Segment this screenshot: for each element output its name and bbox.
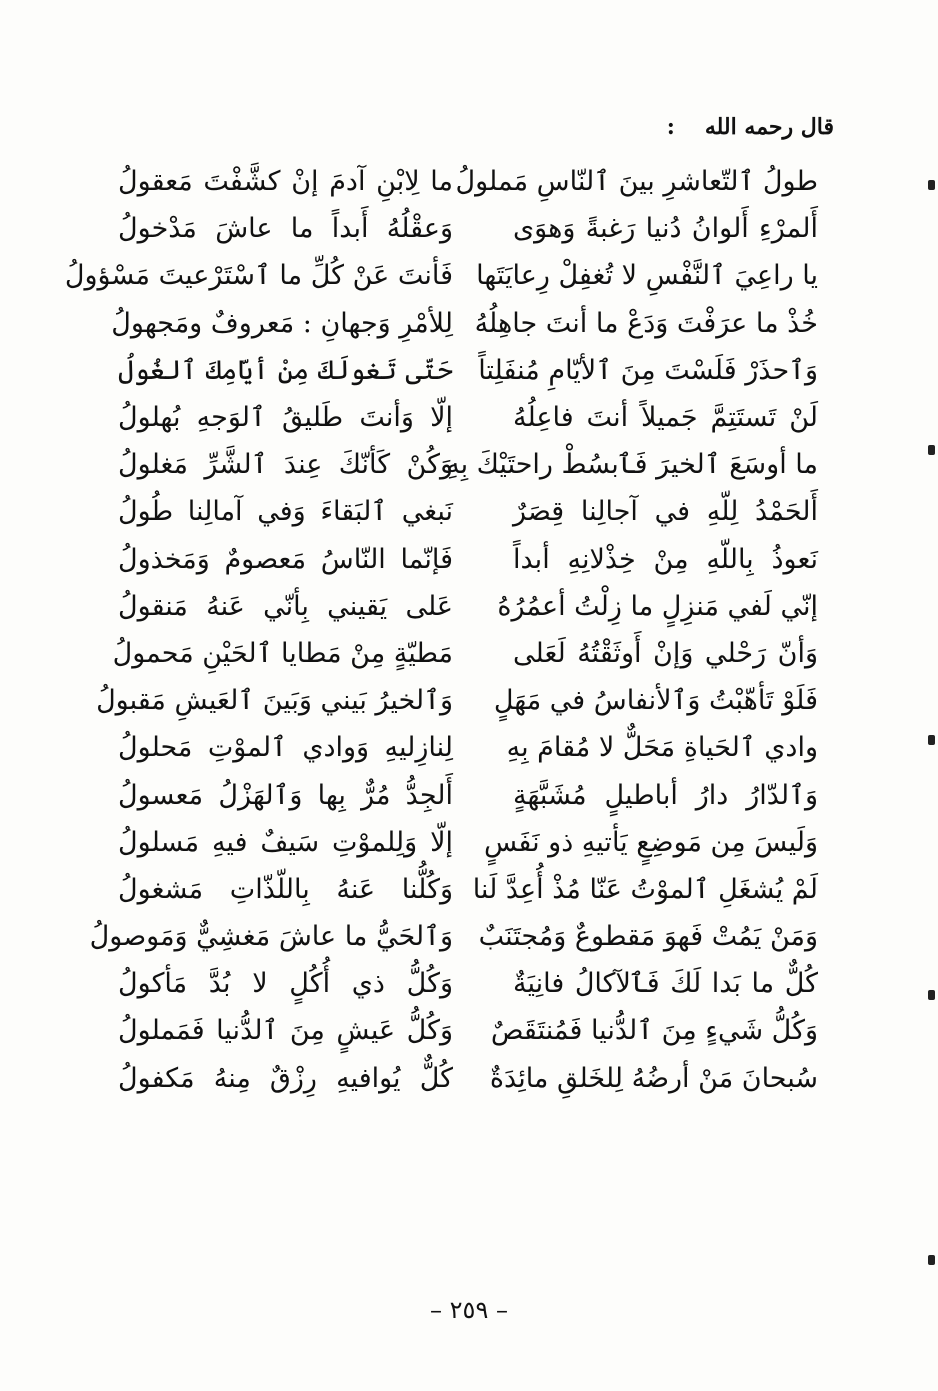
first-hemistich: وادي ٱلحَياةِ مَحَلٌّ لا مُقامَ بِهِ xyxy=(506,732,818,764)
verse-line xyxy=(118,347,818,394)
second-hemistich: مَطيّةٍ مِنْ مَطايا ٱلحَيْنِ مَحمولُ xyxy=(112,637,453,669)
verse-line xyxy=(118,1007,818,1054)
second-hemistich: وَٱلخيرُ بَيني وَبَينَ ٱلعَيشِ مَقبولُ xyxy=(96,685,453,717)
verse-line xyxy=(111,300,818,347)
margin-mark xyxy=(928,180,935,190)
second-hemistich: حَتّى تَغولَكَ مِنْ أيّامِكَ ٱلغُولُ xyxy=(118,354,453,386)
first-hemistich: سُبحانَ مَنْ أرضُهُ لِلخَلقِ مائِدَةٌ xyxy=(489,1062,818,1094)
second-hemistich: لِنازِليهِ وَوادي ٱلموْتِ مَحلولُ xyxy=(118,732,453,764)
verse-line xyxy=(89,913,818,960)
page-number: – ٢٥٩ – xyxy=(430,1296,508,1324)
second-hemistich: إلّا وَأنتَ طَليقُ ٱلوَجهِ بُهلولُ xyxy=(118,402,453,434)
first-hemistich: وَٱحذَرْ فَلَسْتَ مِنَ ٱلأيّامِ مُنفَلِتاً xyxy=(478,354,818,386)
second-hemistich: وَعقْلُهُ أَبداً ما عاشَ مَدْخولُ xyxy=(118,213,453,245)
second-hemistich: إلّا وَلِلموْتِ سَيفٌ فيهِ مَسلولُ xyxy=(118,826,453,858)
first-hemistich: كُلٌّ ما بَدا لَكَ فَٱلآكالُ فانِيَةٌ xyxy=(513,968,818,1000)
second-hemistich: لِلأمْرِ وَجهانِ : مَعروفٌ ومَجهولُ xyxy=(111,307,453,339)
first-hemistich: وَٱلدّارُ دارُ أباطيلٍ مُشَبَّهَةٍ xyxy=(513,779,818,811)
first-hemistich: طولُ ٱلتّعاشرِ بينَ ٱلنّاسِ مَملولُ xyxy=(455,166,818,198)
verse-line xyxy=(118,205,818,252)
first-hemistich: أَلمرْءِ أَلوانُ دُنيا رَغبةً وَهوَى xyxy=(513,213,818,245)
first-hemistich: نَعوذُ بِاللّهِ مِنْ خِذْلانِهِ أبداً xyxy=(513,543,818,575)
poem-heading xyxy=(667,114,834,140)
verse-line xyxy=(118,158,818,205)
verse-line xyxy=(96,677,818,724)
first-hemistich: لَنْ تَستَتِمَّ جَميلاً أنتَ فاعِلُهُ xyxy=(513,402,818,434)
poem-body xyxy=(64,158,818,1102)
second-hemistich: فَأنتَ عَنْ كُلِّ ما ٱسْتَرْعيتَ مَسْؤولُ xyxy=(64,260,453,292)
second-hemistich: وَكُلُّنا عَنهُ بِاللّذّاتِ مَشغولُ xyxy=(118,873,453,905)
second-hemistich: وَٱلحَيُّ ما عاشَ مَغشِيٌّ وَمَوصولُ xyxy=(89,921,453,953)
heading-colon: : xyxy=(666,114,675,140)
first-hemistich: وَأنّ رَحْلي وَإنْ أَوثَقْتُهُ لَعَلى xyxy=(513,637,818,669)
second-hemistich: وَكُلُّ عَيشٍ مِنَ ٱلدُّنيا فَمَملولُ xyxy=(118,1015,453,1047)
second-hemistich: أَلجِدُّ مُرٌّ بِها وَٱلهَزْلُ مَعسولُ xyxy=(118,779,453,811)
verse-line xyxy=(118,819,818,866)
verse-line xyxy=(118,724,818,771)
verse-line xyxy=(118,960,818,1007)
verse-line xyxy=(118,536,818,583)
verse-line xyxy=(64,252,818,299)
second-hemistich: نَبغي ٱلبَقاءَ وَفي آمالِنا طُولُ xyxy=(118,496,453,528)
first-hemistich: فَلَوْ تَأهّبْتُ وَٱلأنفاسُ في مَهَلٍ xyxy=(493,685,818,717)
first-hemistich: خُذْ ما عرَفْتَ وَدَعْ ما أنتَ جاهِلُهُ xyxy=(474,307,818,339)
second-hemistich: عَلى يَقيني بِأنّي عَنهُ مَنقولُ xyxy=(118,590,453,622)
margin-mark xyxy=(928,1255,935,1265)
first-hemistich: لَمْ يُشغَلِ ٱلموْتُ عَنّا مُذْ أُعِدَّ لَنا xyxy=(472,873,818,905)
margin-mark xyxy=(928,735,935,745)
verse-line xyxy=(118,771,818,818)
verse-line xyxy=(118,394,818,441)
first-hemistich: أَلحَمْدُ لِلّهِ في آجالِنا قِصَرٌ xyxy=(513,496,818,528)
second-hemistich: وَكُلُّ ذي أُكُلٍ لا بُدَّ مَأكولُ xyxy=(118,968,453,1000)
first-hemistich: يا راعِيَ ٱلنَّفْسِ لا تُغفِلْ رِعايَتَها xyxy=(476,260,818,292)
second-hemistich: ما لِابْنِ آدمَ إنْ كشَّفْتَ مَعقولُ xyxy=(118,166,453,198)
verse-line xyxy=(118,866,818,913)
heading-text: قال رحمه الله xyxy=(704,114,834,140)
verse-line xyxy=(118,488,818,535)
first-hemistich: وَكُلُّ شَيءٍ مِنَ ٱلدُّنيا فَمُنتَقَصٌ xyxy=(490,1015,818,1047)
second-hemistich: فَإنّما النّاسُ مَعصومٌ وَمَخذولُ xyxy=(118,543,453,575)
verse-line xyxy=(118,583,818,630)
verse-line xyxy=(118,1055,818,1102)
verse-line xyxy=(112,630,818,677)
second-hemistich: وَكُنْ كَأنّكَ عِندَ ٱلشَّرِّ مَغلولُ xyxy=(118,449,453,481)
first-hemistich: إنّي لَفي مَنزِلٍ ما زِلْتُ أعمُرُهُ xyxy=(497,590,818,622)
margin-mark xyxy=(928,445,935,455)
margin-mark xyxy=(928,990,935,1000)
second-hemistich: كُلٌّ يُوافيهِ رِزْقٌ مِنهُ مَكفولُ xyxy=(118,1062,453,1094)
verse-line xyxy=(118,441,818,488)
first-hemistich: وَمَنْ يَمُتْ فَهوَ مَقطوعٌ وَمُجتَنَبٌ xyxy=(478,921,818,953)
first-hemistich: وَلَيسَ مِن مَوضِعٍ يَأتيهِ ذو نَفَسٍ xyxy=(483,826,818,858)
first-hemistich: ما أوسَعَ ٱلخيرَ فَٱبسُطْ راحتَيْكَ بِهِ xyxy=(446,449,818,481)
